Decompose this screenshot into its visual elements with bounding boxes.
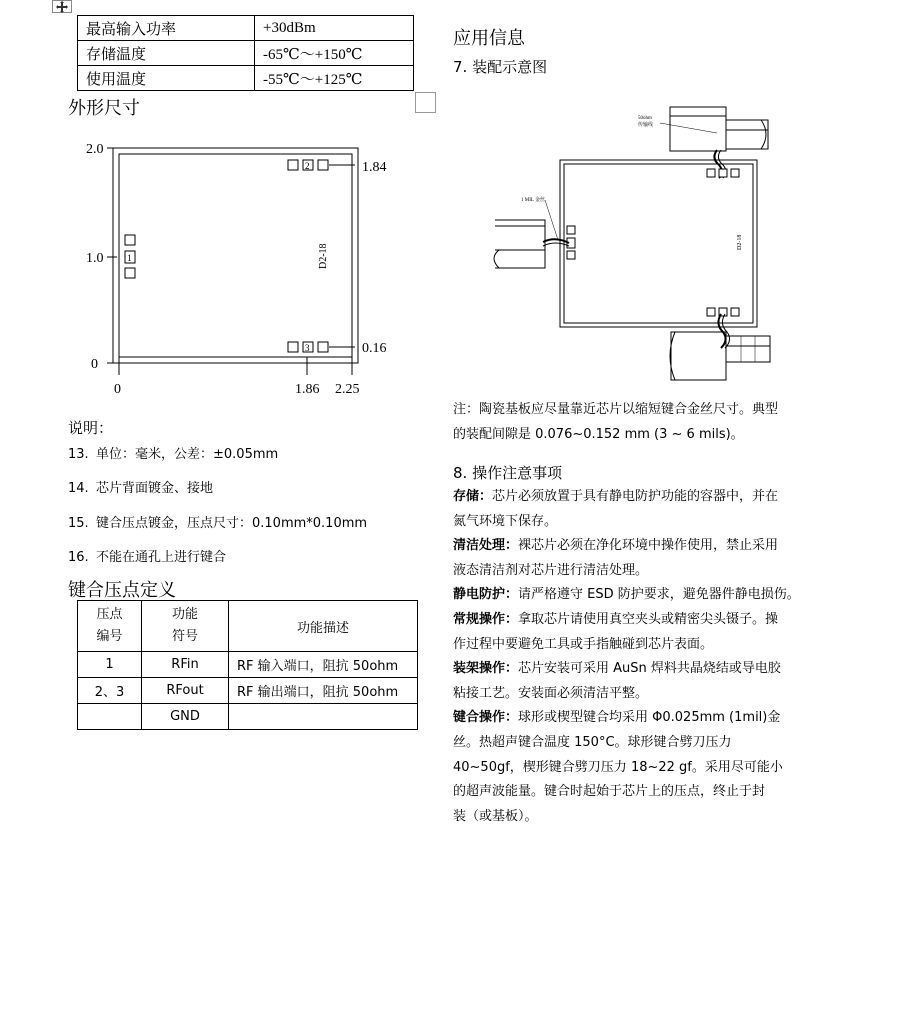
diagram-label: 传输线 (638, 123, 654, 128)
diagram-label: 1 MIL 金丝 (521, 198, 545, 203)
move-icon (55, 1, 69, 13)
header-cell: 功能 符号 (142, 601, 229, 652)
pad-gnd (125, 235, 135, 245)
notes-title: 说明： (68, 419, 114, 437)
image-resize-handle[interactable] (415, 92, 436, 113)
table-row (78, 41, 414, 66)
pad-definition-table (77, 600, 418, 730)
right-label: 0.16 (362, 341, 387, 356)
table-row (78, 16, 414, 41)
x-label: 2.25 (335, 382, 360, 397)
pad-number: 1 (127, 253, 132, 263)
carrier-inner (564, 164, 753, 323)
application-heading: 应用信息 (453, 28, 525, 49)
x-label: 1.86 (295, 382, 320, 397)
right-label: 1.84 (362, 160, 387, 175)
note-item: 16. 不能在通孔上进行键合 (68, 550, 227, 565)
pad-number: 3 (305, 343, 310, 353)
outline-heading: 外形尺寸 (68, 98, 140, 119)
symbol-cell: GND (142, 704, 229, 730)
y-label: 0 (91, 357, 98, 372)
table-header-row (78, 601, 418, 652)
y-label: 1.0 (86, 251, 104, 266)
assembly-note: 注：陶瓷基板应尽量靠近芯片以缩短键合金丝尺寸。典型 的装配间隙是 0.076~0.152 mm (3 ~ 6 mils)。 (453, 402, 779, 442)
spec-value: -65℃～+150℃ (255, 41, 414, 66)
pad-cell (78, 704, 142, 730)
spec-key: 存储温度 (78, 41, 255, 66)
table-row (78, 678, 418, 704)
table-row (78, 652, 418, 678)
pad-cell: 1 (78, 652, 142, 678)
carrier-outer (560, 160, 757, 327)
bottom-substrate (671, 332, 726, 380)
x-label: 0 (114, 382, 121, 397)
spec-key: 使用温度 (78, 66, 255, 91)
header-cell: 功能描述 (229, 601, 418, 652)
desc-cell: RF 输出端口，阻抗 50ohm (229, 678, 418, 704)
desc-cell: RF 输入端口，阻抗 50ohm (229, 652, 418, 678)
table-row (78, 704, 418, 730)
pad-gnd (318, 160, 328, 170)
operation-notes: 存储：芯片必须放置于具有静电防护功能的容器中，并在 氮气环境下保存。 清洁处理：裸芯片必须在净化环境中操作使用，禁止采用 液态清洁剂对芯片进行清洁处理。 静电防护：请严格遵守 ESD 防护要求，避免器件静电损伤。 常规操作：拿取芯片请使用真空夹头或精密尖头镊子。操 作过程中要避免工具或手指触碰到芯片表面。 装架操作：芯片安装可采用 AuSn 焊料共晶烧结或导电胶 粘接工艺。安装面必须清洁平整。 键合操作：球形或楔型键合均采用 Φ0.025mm (1mil)金 丝。热超声键合温度 150°C。球形键合劈刀压力 40~50gf，楔形键合劈刀压力 18~22 gf。采用尽可能小 的超声波能量。键合时起始于芯片上的压点，终止于封 装（或基板）。 (453, 489, 800, 824)
note-item: 13. 单位：毫米，公差：±0.05mm (68, 447, 279, 462)
table-move-handle[interactable] (52, 0, 72, 13)
symbol-cell: RFin (142, 652, 229, 678)
pad-table-heading: 键合压点定义 (68, 580, 176, 601)
specs-table (77, 15, 414, 91)
section-7-heading: 7. 装配示意图 (453, 58, 548, 76)
spec-key: 最高输入功率 (78, 16, 255, 41)
desc-cell (229, 704, 418, 730)
table-row (78, 66, 414, 91)
outline-drawing (80, 135, 420, 405)
section-8-heading: 8. 操作注意事项 (453, 464, 563, 482)
spec-value: -55℃～+125℃ (255, 66, 414, 91)
pad-cell: 2、3 (78, 678, 142, 704)
top-substrate (670, 107, 726, 151)
header-cell: 压点 编号 (78, 601, 142, 652)
note-item: 14. 芯片背面镀金、接地 (68, 481, 214, 496)
pad-gnd (125, 268, 135, 278)
diagram-chip-marking: D2-18 (737, 234, 743, 250)
pad-gnd (318, 342, 328, 352)
assembly-diagram (485, 100, 785, 385)
note-item: 15. 键合压点镀金，压点尺寸：0.10mm*0.10mm (68, 516, 368, 531)
symbol-cell: RFout (142, 678, 229, 704)
pad-number: 2 (305, 161, 310, 171)
pad-gnd (288, 342, 298, 352)
pad-gnd (288, 160, 298, 170)
y-label: 2.0 (86, 142, 104, 157)
spec-value: +30dBm (255, 16, 414, 41)
chip-marking: D2-18 (318, 243, 329, 269)
diagram-label: 50ohm (638, 116, 652, 121)
